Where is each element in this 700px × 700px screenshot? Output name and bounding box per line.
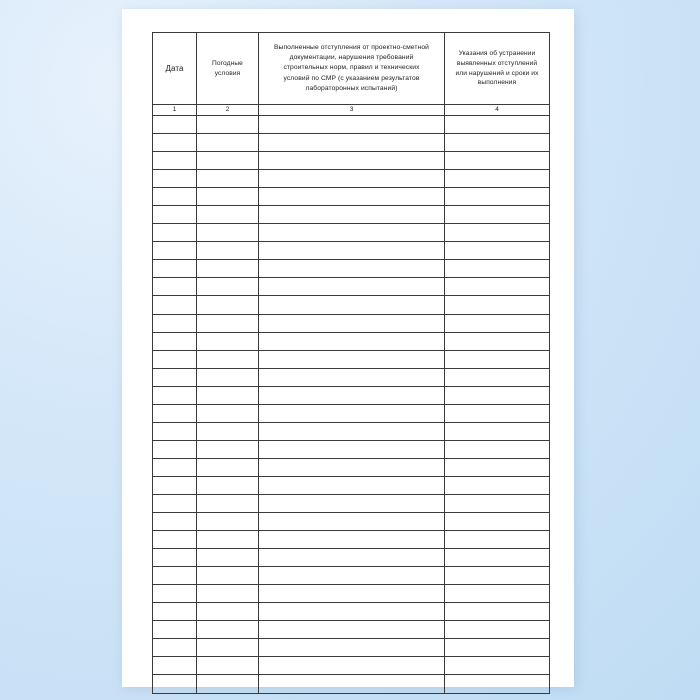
cell-date[interactable]: [153, 170, 197, 188]
table-row: [153, 513, 550, 531]
cell-weather[interactable]: [197, 458, 259, 476]
cell-deviations[interactable]: [259, 621, 445, 639]
cell-date[interactable]: [153, 476, 197, 494]
table-row: [153, 242, 550, 260]
table-row: [153, 332, 550, 350]
table-row: [153, 170, 550, 188]
cell-weather[interactable]: [197, 585, 259, 603]
cell-deviations[interactable]: [259, 350, 445, 368]
column-header-deviations-line-3: строительных норм, правил и технических: [283, 64, 420, 72]
cell-weather[interactable]: [197, 621, 259, 639]
cell-instructions[interactable]: [445, 314, 550, 332]
cell-instructions[interactable]: [445, 260, 550, 278]
table-row: [153, 657, 550, 675]
cell-date[interactable]: [153, 206, 197, 224]
cell-weather[interactable]: [197, 675, 259, 693]
cell-deviations[interactable]: [259, 188, 445, 206]
cell-weather[interactable]: [197, 206, 259, 224]
cell-date[interactable]: [153, 549, 197, 567]
column-header-deviations-line-2: документации, нарушения требований: [289, 54, 414, 62]
cell-instructions[interactable]: [445, 494, 550, 512]
cell-date[interactable]: [153, 152, 197, 170]
cell-deviations[interactable]: [259, 134, 445, 152]
table-row: [153, 368, 550, 386]
table-body: [153, 116, 550, 694]
cell-deviations[interactable]: [259, 206, 445, 224]
column-header-weather: [197, 33, 259, 105]
cell-weather[interactable]: [197, 549, 259, 567]
column-number-3: 3: [259, 105, 445, 116]
cell-weather[interactable]: [197, 531, 259, 549]
cell-deviations[interactable]: [259, 422, 445, 440]
cell-deviations[interactable]: [259, 260, 445, 278]
cell-weather[interactable]: [197, 296, 259, 314]
cell-weather[interactable]: [197, 260, 259, 278]
table-row: [153, 621, 550, 639]
cell-weather[interactable]: [197, 404, 259, 422]
cell-date[interactable]: [153, 513, 197, 531]
cell-instructions[interactable]: [445, 368, 550, 386]
table-header: [153, 33, 550, 116]
cell-instructions[interactable]: [445, 476, 550, 494]
document-page: [122, 9, 574, 687]
cell-date[interactable]: [153, 368, 197, 386]
cell-instructions[interactable]: [445, 585, 550, 603]
table-row: [153, 224, 550, 242]
table-row: [153, 314, 550, 332]
cell-deviations[interactable]: [259, 224, 445, 242]
table-row: [153, 206, 550, 224]
cell-deviations[interactable]: [259, 170, 445, 188]
cell-deviations[interactable]: [259, 404, 445, 422]
cell-instructions[interactable]: [445, 188, 550, 206]
cell-instructions[interactable]: [445, 350, 550, 368]
cell-weather[interactable]: [197, 116, 259, 134]
cell-instructions[interactable]: [445, 440, 550, 458]
column-number-2: 2: [197, 105, 259, 116]
journal-table: [152, 32, 550, 694]
cell-weather[interactable]: [197, 224, 259, 242]
column-header-weather-line-1: Погодные: [212, 59, 243, 67]
table-row: [153, 639, 550, 657]
cell-date[interactable]: [153, 422, 197, 440]
cell-instructions[interactable]: [445, 422, 550, 440]
table-row: [153, 260, 550, 278]
table-row: [153, 494, 550, 512]
cell-weather[interactable]: [197, 152, 259, 170]
cell-date[interactable]: [153, 224, 197, 242]
cell-weather[interactable]: [197, 242, 259, 260]
cell-date[interactable]: [153, 639, 197, 657]
cell-date[interactable]: [153, 386, 197, 404]
cell-deviations[interactable]: [259, 314, 445, 332]
table-row: [153, 386, 550, 404]
cell-weather[interactable]: [197, 476, 259, 494]
column-header-deviations: [259, 33, 445, 105]
cell-date[interactable]: [153, 621, 197, 639]
cell-date[interactable]: [153, 657, 197, 675]
cell-deviations[interactable]: [259, 242, 445, 260]
cell-deviations[interactable]: [259, 368, 445, 386]
table-row: [153, 585, 550, 603]
cell-weather[interactable]: [197, 350, 259, 368]
column-header-deviations-line-5: лабораторонных испытаний): [305, 84, 398, 92]
cell-weather[interactable]: [197, 188, 259, 206]
table-row: [153, 404, 550, 422]
table-row: [153, 296, 550, 314]
column-header-instructions-line-1: Указания об устранении: [458, 49, 536, 57]
cell-date[interactable]: [153, 134, 197, 152]
cell-deviations[interactable]: [259, 513, 445, 531]
cell-date[interactable]: [153, 603, 197, 621]
table-row: [153, 422, 550, 440]
cell-deviations[interactable]: [259, 585, 445, 603]
cell-weather[interactable]: [197, 494, 259, 512]
cell-instructions[interactable]: [445, 513, 550, 531]
cell-date[interactable]: [153, 440, 197, 458]
table-row: [153, 603, 550, 621]
cell-weather[interactable]: [197, 440, 259, 458]
cell-weather[interactable]: [197, 134, 259, 152]
column-header-instructions-line-3: или нарушений и сроки их: [455, 69, 539, 77]
table-row: [153, 134, 550, 152]
header-row: [153, 33, 550, 105]
cell-date[interactable]: [153, 494, 197, 512]
table-row: [153, 549, 550, 567]
cell-date[interactable]: [153, 188, 197, 206]
cell-instructions[interactable]: [445, 278, 550, 296]
column-header-instructions-line-2: выявленных отступлений: [456, 59, 538, 67]
cell-deviations[interactable]: [259, 440, 445, 458]
cell-date[interactable]: [153, 296, 197, 314]
cell-deviations[interactable]: [259, 278, 445, 296]
table-row: [153, 152, 550, 170]
cell-deviations[interactable]: [259, 567, 445, 585]
table-row: [153, 675, 550, 693]
cell-date[interactable]: [153, 314, 197, 332]
column-number-4: 4: [445, 105, 550, 116]
cell-instructions[interactable]: [445, 531, 550, 549]
cell-weather[interactable]: [197, 278, 259, 296]
cell-weather[interactable]: [197, 332, 259, 350]
cell-deviations[interactable]: [259, 332, 445, 350]
cell-deviations[interactable]: [259, 476, 445, 494]
cell-instructions[interactable]: [445, 404, 550, 422]
table-row: [153, 188, 550, 206]
cell-weather[interactable]: [197, 513, 259, 531]
cell-instructions[interactable]: [445, 332, 550, 350]
cell-date[interactable]: [153, 531, 197, 549]
cell-deviations[interactable]: [259, 152, 445, 170]
cell-date[interactable]: [153, 332, 197, 350]
column-header-instructions: [445, 33, 550, 105]
cell-date[interactable]: [153, 260, 197, 278]
column-header-weather-line-2: условия: [214, 69, 241, 77]
cell-deviations[interactable]: [259, 296, 445, 314]
cell-weather[interactable]: [197, 603, 259, 621]
cell-deviations[interactable]: [259, 549, 445, 567]
cell-instructions[interactable]: [445, 116, 550, 134]
table-row: [153, 116, 550, 134]
cell-deviations[interactable]: [259, 603, 445, 621]
column-header-deviations-line-1: Выполненные отступления от проектно-сметной: [273, 44, 429, 52]
table-row: [153, 278, 550, 296]
cell-date[interactable]: [153, 458, 197, 476]
cell-instructions[interactable]: [445, 458, 550, 476]
cell-deviations[interactable]: [259, 494, 445, 512]
cell-instructions[interactable]: [445, 152, 550, 170]
table-row: [153, 440, 550, 458]
table-row: [153, 531, 550, 549]
cell-instructions[interactable]: [445, 224, 550, 242]
cell-date[interactable]: [153, 278, 197, 296]
table-row: [153, 567, 550, 585]
cell-weather[interactable]: [197, 314, 259, 332]
table-row: [153, 476, 550, 494]
cell-date[interactable]: [153, 116, 197, 134]
cell-deviations[interactable]: [259, 657, 445, 675]
cell-deviations[interactable]: [259, 458, 445, 476]
cell-instructions[interactable]: [445, 657, 550, 675]
cell-date[interactable]: [153, 567, 197, 585]
column-header-date: [153, 33, 197, 105]
column-number-row: [153, 105, 550, 116]
column-number-1: 1: [153, 105, 197, 116]
column-header-instructions-line-4: выполнения: [477, 79, 517, 87]
cell-date[interactable]: [153, 350, 197, 368]
cell-deviations[interactable]: [259, 675, 445, 693]
form-sheet: [152, 32, 549, 669]
cell-deviations[interactable]: [259, 386, 445, 404]
cell-date[interactable]: [153, 675, 197, 693]
cell-deviations[interactable]: [259, 639, 445, 657]
cell-weather[interactable]: [197, 657, 259, 675]
table-row: [153, 458, 550, 476]
cell-instructions[interactable]: [445, 675, 550, 693]
column-header-deviations-line-4: условий по СМР (с указанием результатов: [283, 74, 420, 82]
cell-date[interactable]: [153, 585, 197, 603]
column-header-date-line-1: Дата: [165, 63, 184, 73]
cell-date[interactable]: [153, 242, 197, 260]
cell-deviations[interactable]: [259, 531, 445, 549]
cell-weather[interactable]: [197, 386, 259, 404]
cell-instructions[interactable]: [445, 242, 550, 260]
cell-date[interactable]: [153, 404, 197, 422]
cell-weather[interactable]: [197, 368, 259, 386]
cell-weather[interactable]: [197, 170, 259, 188]
cell-instructions[interactable]: [445, 386, 550, 404]
cell-instructions[interactable]: [445, 134, 550, 152]
cell-weather[interactable]: [197, 422, 259, 440]
cell-instructions[interactable]: [445, 603, 550, 621]
cell-instructions[interactable]: [445, 170, 550, 188]
cell-weather[interactable]: [197, 567, 259, 585]
cell-instructions[interactable]: [445, 621, 550, 639]
cell-instructions[interactable]: [445, 206, 550, 224]
cell-deviations[interactable]: [259, 116, 445, 134]
cell-weather[interactable]: [197, 639, 259, 657]
table-row: [153, 350, 550, 368]
cell-instructions[interactable]: [445, 549, 550, 567]
cell-instructions[interactable]: [445, 639, 550, 657]
cell-instructions[interactable]: [445, 567, 550, 585]
cell-instructions[interactable]: [445, 296, 550, 314]
